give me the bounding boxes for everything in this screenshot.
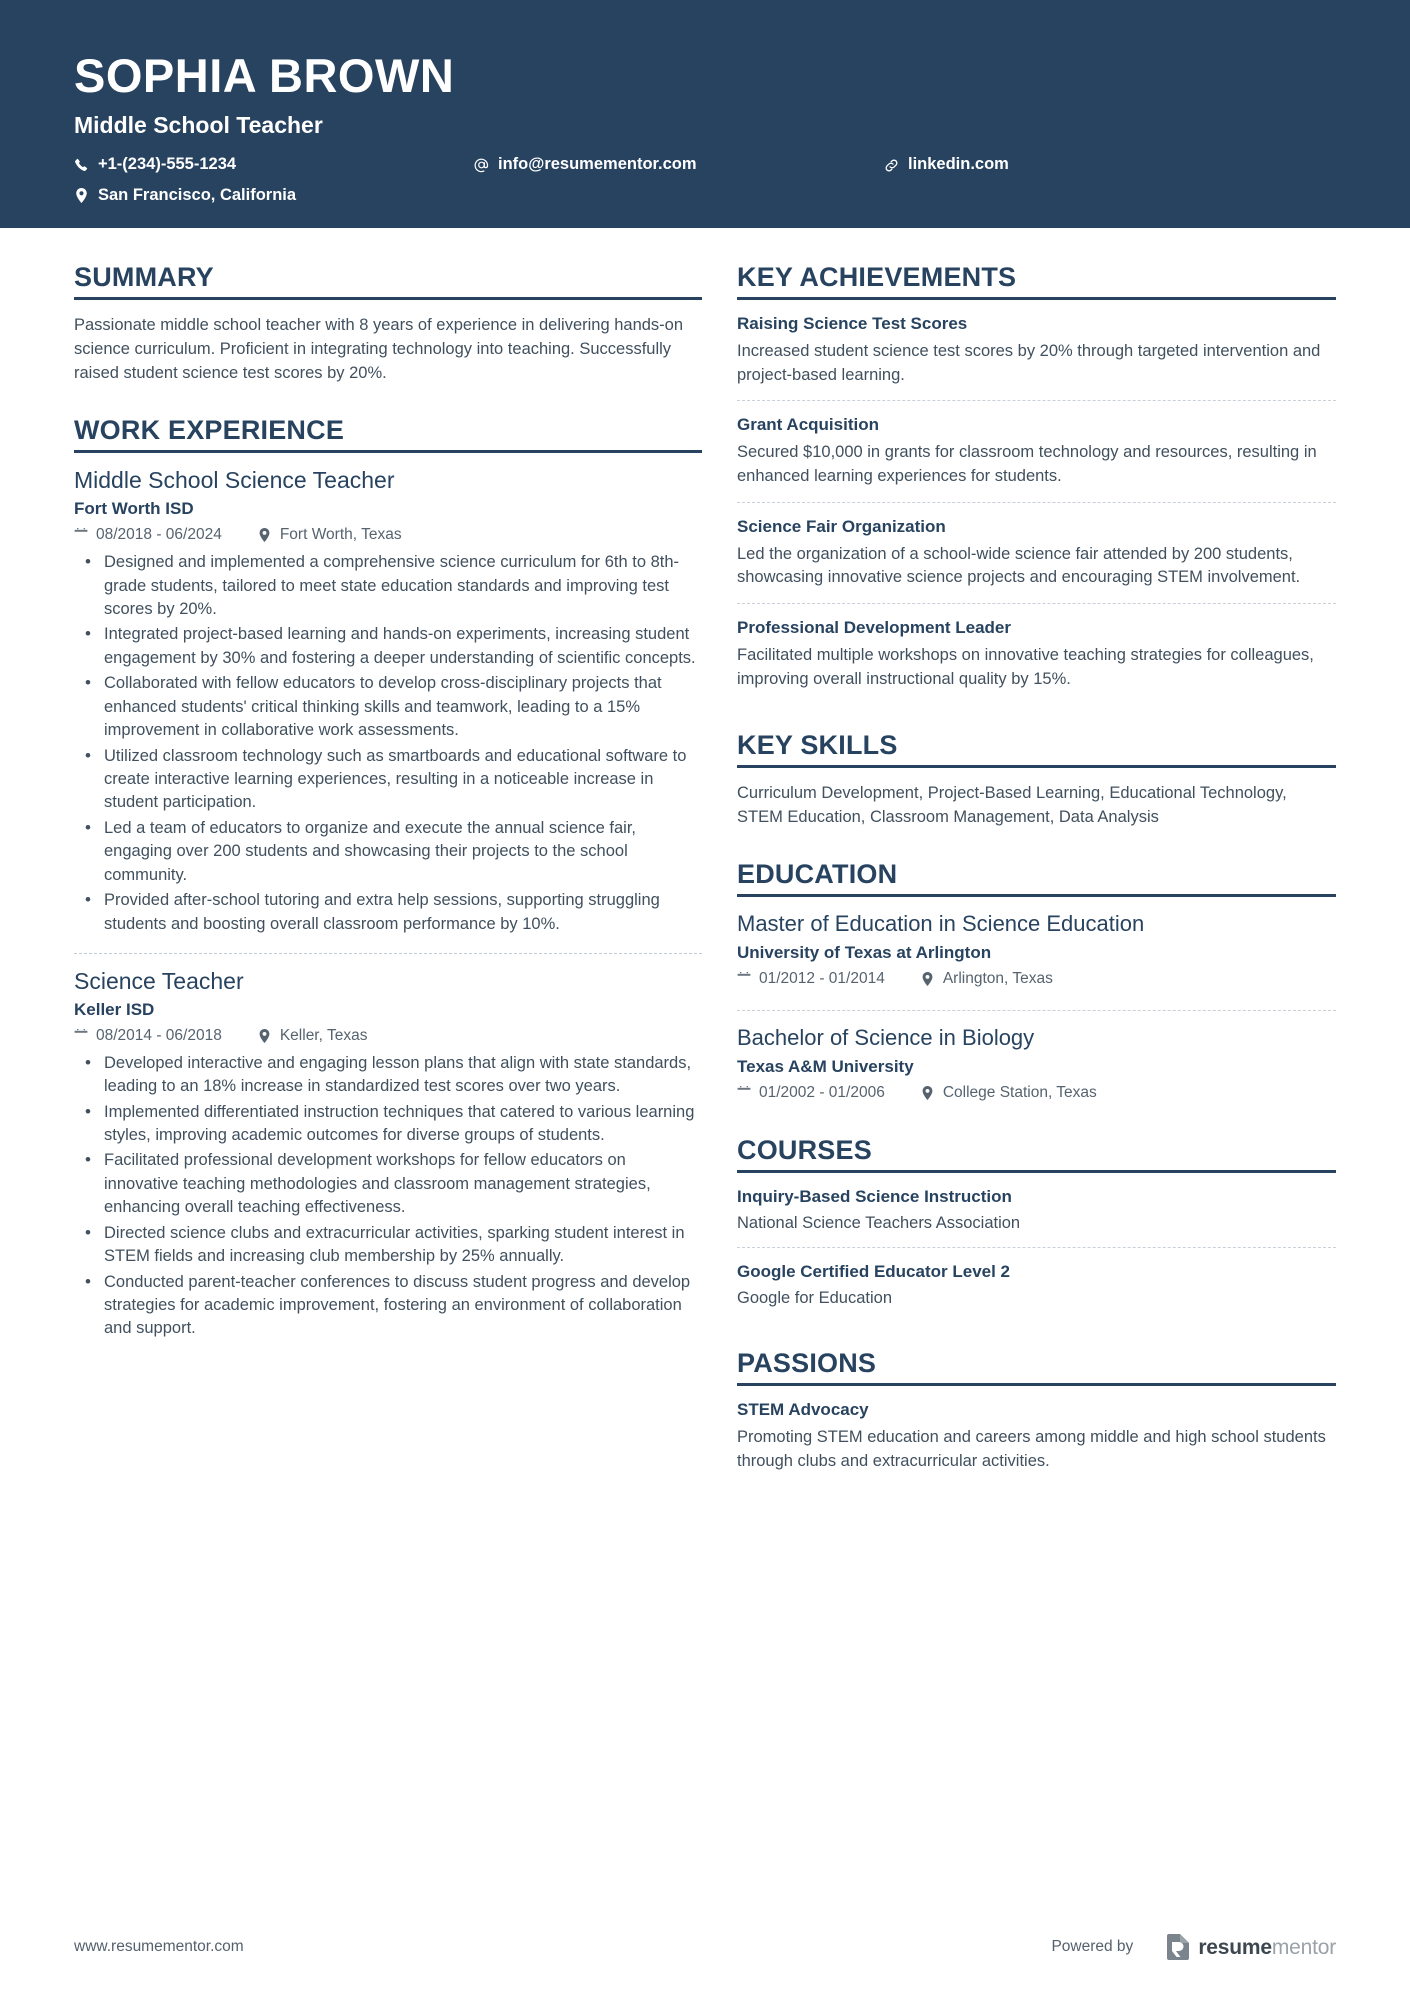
map-pin-icon <box>258 528 272 542</box>
achievement-item <box>737 400 1336 497</box>
passions-section <box>737 1348 1336 1473</box>
work-experience-section <box>74 415 702 1349</box>
summary-section <box>74 262 702 385</box>
job-bullet: • Implemented differentiated instruction techniques that catered to various learning styles, improving academic outcomes for diverse groups of students. <box>74 1101 702 1148</box>
job-dates-text: 08/2018 - 06/2024 <box>96 526 222 544</box>
footer-branding <box>1051 1934 1336 1960</box>
passion-text: Promoting STEM education and careers among middle and high school students through clubs and extracurricular activities. <box>737 1428 1326 1470</box>
key-achievements-heading: KEY ACHIEVEMENTS <box>737 262 1017 292</box>
summary-rule <box>74 297 702 300</box>
education-section <box>737 859 1336 1114</box>
achievement-text: Facilitated multiple workshops on innovative teaching strategies for colleagues, improving overall instructional quality by 15%. <box>737 645 1314 688</box>
passion-item <box>737 1399 1336 1473</box>
calendar-icon <box>74 1029 88 1043</box>
job-organization: Keller ISD <box>74 999 155 1019</box>
job-meta <box>74 526 702 544</box>
candidate-role: Middle School Teacher <box>74 112 323 138</box>
calendar-icon <box>74 528 88 542</box>
logo-bold-text: resume <box>1198 1935 1272 1959</box>
contact-location <box>74 185 474 206</box>
job-bullet: • Conducted parent-teacher conferences to discuss student progress and develop strategies for academic improvement, fostering an environment of collaboration and support. <box>74 1271 702 1341</box>
job-dates-text: 08/2014 - 06/2018 <box>96 1026 222 1044</box>
job-bullet: • Facilitated professional development workshops for fellow educators on innovative teaching methodologies and classroom management strategies, enhancing overall teaching effectiveness. <box>74 1149 702 1219</box>
contact-column-right <box>884 154 1009 184</box>
key-skills-heading: KEY SKILLS <box>737 730 898 761</box>
education-dates-text: 01/2012 - 01/2014 <box>759 970 885 988</box>
right-column <box>737 228 1336 1477</box>
course-item <box>737 1186 1336 1243</box>
contact-column-left <box>74 154 474 215</box>
at-sign-icon <box>474 157 489 173</box>
job-meta <box>74 1027 702 1045</box>
job-bullet: • Designed and implemented a comprehensive science curriculum for 6th to 8th-grade students, tailored to meet state education standards and improving test scores by 20%. <box>74 551 702 621</box>
contact-phone-text: +1-(234)-555-1234 <box>98 155 237 174</box>
key-skills-section <box>737 730 1336 829</box>
resume-footer <box>0 1899 1410 1995</box>
summary-text: Passionate middle school teacher with 8 years of experience in delivering hands-on science curriculum. Proficient in integrating technology into teaching. Successfully raised student science test scores by 20%. <box>74 316 684 383</box>
contact-email-text: info@resumementor.com <box>498 155 697 174</box>
left-column <box>74 228 702 1477</box>
education-location <box>921 970 1053 988</box>
map-pin-icon <box>74 188 89 203</box>
courses-section <box>737 1135 1336 1318</box>
contact-email[interactable] <box>474 154 884 175</box>
job-bullet: • Integrated project-based learning and hands-on experiments, increasing student engagement by 30% and fostering a deeper understanding of scientific concepts. <box>74 623 702 670</box>
passions-heading: PASSIONS <box>737 1348 877 1379</box>
calendar-icon <box>737 1086 751 1100</box>
job-bullet: • Provided after-school tutoring and extra help sessions, supporting struggling students and boosting overall classroom performance by 10%. <box>74 889 702 936</box>
candidate-name: SOPHIA BROWN <box>74 49 455 102</box>
job-bullet: • Led a team of educators to organize and execute the annual science fair, engaging over 200 students and showcasing their projects to the school community. <box>74 817 702 887</box>
job-location-text: Fort Worth, Texas <box>279 526 402 544</box>
job-location-text: Keller, Texas <box>279 1026 368 1044</box>
map-pin-icon <box>921 1086 935 1100</box>
education-school: University of Texas at Arlington <box>737 942 992 962</box>
map-pin-icon <box>258 1029 272 1043</box>
resume-body <box>0 228 1410 1477</box>
courses-rule <box>737 1170 1336 1173</box>
education-school: Texas A&M University <box>737 1056 914 1076</box>
job-bullet: • Developed interactive and engaging lesson plans that align with state standards, leading to an 18% increase in standardized test scores over two years. <box>74 1052 702 1099</box>
achievement-item <box>737 603 1336 700</box>
course-title: Google Certified Educator Level 2 <box>737 1261 1011 1281</box>
education-item <box>737 1010 1336 1115</box>
job-title: Science Teacher <box>74 967 244 994</box>
work-experience-heading: WORK EXPERIENCE <box>74 415 345 446</box>
document-mark-icon <box>1167 1934 1189 1960</box>
education-meta <box>737 970 1336 988</box>
achievement-text: Led the organization of a school-wide science fair attended by 200 students, showcasing innovative science projects and encouraging STEM involvement. <box>737 544 1301 587</box>
key-skills-text: Curriculum Development, Project-Based Learning, Educational Technology, STEM Education, Classroom Management, Data Analysis <box>737 784 1287 827</box>
achievement-item <box>737 502 1336 599</box>
job-bullet: • Collaborated with fellow educators to develop cross-disciplinary projects that enhanced students' critical thinking skills and teamwork, leading to a 15% improvement in collaborative work assessments. <box>74 672 702 742</box>
job-location <box>258 526 402 544</box>
education-heading: EDUCATION <box>737 859 898 890</box>
key-achievements-rule <box>737 297 1336 300</box>
education-rule <box>737 894 1336 897</box>
courses-heading: COURSES <box>737 1134 872 1165</box>
job-title: Middle School Science Teacher <box>74 467 395 494</box>
job-bullets <box>74 551 702 936</box>
resumementor-logo[interactable] <box>1167 1934 1336 1960</box>
job-entry <box>74 466 702 944</box>
contact-phone[interactable] <box>74 154 474 175</box>
education-dates <box>737 1084 885 1102</box>
job-bullets <box>74 1052 702 1341</box>
course-provider: Google for Education <box>737 1288 893 1307</box>
achievement-title: Raising Science Test Scores <box>737 314 968 334</box>
achievement-title: Professional Development Leader <box>737 617 1011 637</box>
education-meta <box>737 1084 1336 1102</box>
job-entry <box>74 953 702 1349</box>
education-degree: Bachelor of Science in Biology <box>737 1025 1035 1051</box>
education-location-text: Arlington, Texas <box>942 970 1053 988</box>
job-dates <box>74 526 222 544</box>
powered-by-label: Powered by <box>1051 1938 1134 1955</box>
contact-location-text: San Francisco, California <box>98 185 297 204</box>
calendar-icon <box>737 972 751 986</box>
education-dates-text: 01/2002 - 01/2006 <box>759 1083 885 1101</box>
course-title: Inquiry-Based Science Instruction <box>737 1186 1012 1206</box>
contact-linkedin-text: linkedin.com <box>908 155 1009 174</box>
contact-column-middle <box>474 154 884 184</box>
job-organization: Fort Worth ISD <box>74 499 194 519</box>
achievement-title: Science Fair Organization <box>737 516 946 536</box>
course-provider: National Science Teachers Association <box>737 1213 1021 1232</box>
contact-linkedin[interactable] <box>884 154 1009 175</box>
passions-rule <box>737 1383 1336 1386</box>
achievement-text: Increased student science test scores by 20% through targeted intervention and project-based learning. <box>737 342 1321 384</box>
job-bullet: • Directed science clubs and extracurricular activities, sparking student interest in STEM fields and increasing club membership by 25% annually. <box>74 1222 702 1269</box>
education-item <box>737 910 1336 1001</box>
education-degree: Master of Education in Science Education <box>737 911 1145 937</box>
education-location <box>921 1084 1097 1102</box>
contact-row <box>74 154 1336 215</box>
column-gap <box>702 228 737 1477</box>
logo-light-text: mentor <box>1271 1935 1336 1959</box>
education-location-text: College Station, Texas <box>942 1083 1097 1101</box>
summary-heading: SUMMARY <box>74 262 214 292</box>
map-pin-icon <box>921 972 935 986</box>
job-location <box>258 1027 368 1045</box>
phone-icon <box>74 158 89 173</box>
achievement-item <box>737 313 1336 396</box>
passion-title: STEM Advocacy <box>737 1400 869 1420</box>
work-experience-rule <box>74 450 702 453</box>
achievement-text: Secured $10,000 in grants for classroom technology and resources, resulting in enhanced learning experiences for students. <box>737 443 1317 486</box>
link-icon <box>884 158 899 173</box>
key-skills-rule <box>737 765 1336 768</box>
job-bullet: • Utilized classroom technology such as smartboards and educational software to create interactive learning experiences, resulting in a noticeable increase in student participation. <box>74 745 702 815</box>
education-dates <box>737 970 885 988</box>
achievement-title: Grant Acquisition <box>737 415 879 435</box>
resumementor-wordmark <box>1198 1937 1336 1958</box>
resume-header <box>0 0 1410 228</box>
key-achievements-section <box>737 262 1336 700</box>
course-item <box>737 1247 1336 1318</box>
footer-url[interactable]: www.resumementor.com <box>74 1938 244 1955</box>
job-dates <box>74 1027 222 1045</box>
